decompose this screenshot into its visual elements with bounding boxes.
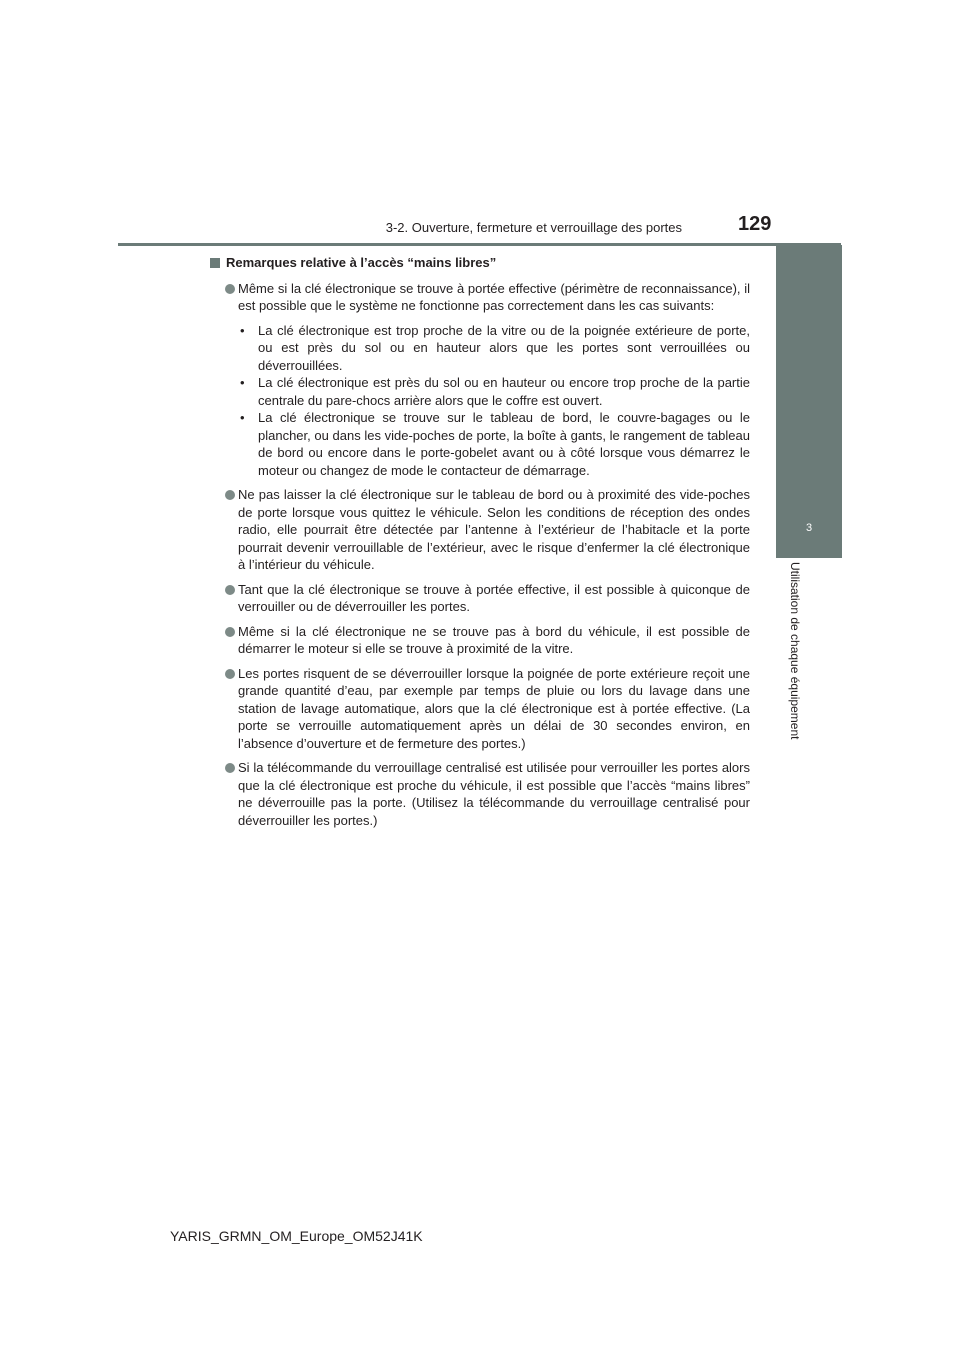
sub-list-item-text: La clé électronique se trouve sur le tableau de bord, le couvre-bagages ou le plancher, ou dans les vide-poches de porte, la boîte à gants, le rangement de tableau de bord ou encore dans le porte-gobelet avant ou à côté lorsque vous démarrez le moteur ou changez de mode le contacteur de démarrage.	[258, 410, 750, 478]
circle-bullet-icon	[225, 763, 235, 773]
list-item-text: Même si la clé électronique se trouve à portée effective (périmètre de reconnaissance), il est possible que le système ne fonctionne pas correctement dans les cas suivants:	[238, 280, 750, 313]
list-item-text: Les portes risquent de se déverrouiller lorsque la poignée de porte extérieure reçoit une grande quantité d’eau, par exemple par temps de pluie ou lors du lavage dans une station de lavage automatique, alors que la clé électronique est à portée effective. (La porte se verrouille automatiquement après un délai de 30 secondes environ, en l’absence d’ouverture et de fermeture des portes.)	[238, 665, 750, 751]
list-item	[210, 759, 750, 829]
circle-bullet-icon	[225, 284, 235, 294]
sub-list-item-text: La clé électronique est près du sol ou en hauteur ou encore trop proche de la partie centrale du pare-chocs arrière alors que le coffre est ouvert.	[258, 375, 750, 408]
section-heading	[210, 254, 750, 272]
list-item-text: Tant que la clé électronique se trouve à portée effective, il est possible à quiconque de verrouiller ou de déverrouiller les portes.	[238, 581, 750, 614]
sub-list	[238, 322, 750, 480]
chapter-number-tab: 3	[776, 498, 842, 558]
list-item-text: Même si la clé électronique ne se trouve pas à bord du véhicule, il est possible de démarrer le moteur si elle se trouve à proximité de la vitre.	[238, 623, 750, 656]
chapter-title: Utilisation de chaque équipement	[788, 562, 802, 740]
circle-bullet-icon	[225, 585, 235, 595]
circle-bullet-icon	[225, 490, 235, 500]
list-item	[210, 486, 750, 574]
list-item	[210, 581, 750, 616]
sub-bullet-marker: •	[240, 375, 245, 390]
square-bullet-icon	[210, 258, 220, 268]
list-item	[210, 623, 750, 658]
list-item	[210, 280, 750, 480]
sub-list-item	[238, 374, 750, 409]
circle-bullet-icon	[225, 627, 235, 637]
page-number: 129	[738, 213, 772, 235]
sub-list-item	[238, 409, 750, 479]
list-item	[210, 665, 750, 753]
sub-bullet-marker: •	[240, 410, 245, 425]
sub-bullet-marker: •	[240, 322, 245, 338]
sub-list-item-text: La clé électronique est trop proche de la vitre ou de la poignée extérieure de porte, ou est près du sol ou en hauteur alors que les portes sont verrouillées ou déverrouillées.	[258, 322, 750, 373]
header-divider	[118, 243, 841, 246]
section-heading-text: Remarques relative à l’accès “mains libres”	[226, 255, 497, 270]
main-content	[210, 254, 750, 836]
sub-list-item	[238, 322, 750, 375]
side-tab-bar	[776, 245, 842, 498]
list-item-text: Si la télécommande du verrouillage centralisé est utilisée pour verrouiller les portes alors que la clé électronique est proche du véhicule, il est possible que l’accès “mains libres” ne déverrouille pas la porte. (Utilisez la télécommande du verrouillage centralisé pour déverrouiller les portes.)	[238, 760, 750, 828]
document-code: YARIS_GRMN_OM_Europe_OM52J41K	[170, 1228, 423, 1244]
section-title: 3-2. Ouverture, fermeture et verrouillage des portes	[385, 220, 682, 235]
circle-bullet-icon	[225, 669, 235, 679]
list-item-text: Ne pas laisser la clé électronique sur le tableau de bord ou à proximité des vide-poches de porte lorsque vous quittez le véhicule. Selon les conditions de réception des ondes radio, elle pourrait être détectée par l’antenne à l’extérieur de l’habitacle et la porte pourrait devenir verrouillable de l’extérieur, avec le risque d’enfermer la clé électronique à l’intérieur du véhicule.	[238, 487, 750, 572]
